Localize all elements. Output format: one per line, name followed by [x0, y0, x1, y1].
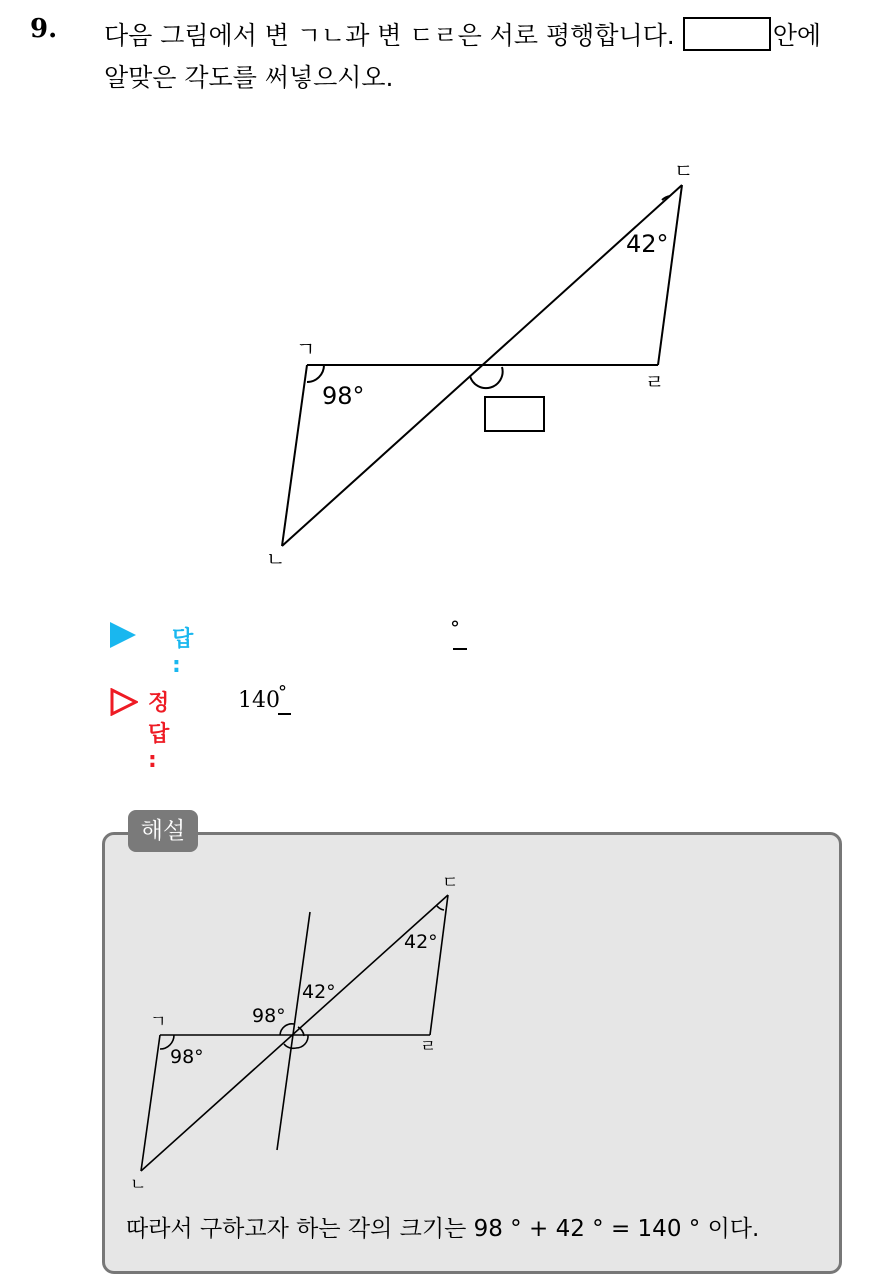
question-number: 9.: [30, 14, 58, 44]
answer-row: [110, 616, 460, 678]
angle-label-d: 42°: [626, 230, 669, 258]
solution-tab: 해설: [128, 810, 198, 852]
sol-segment-g-n: [141, 1035, 160, 1171]
sol-angle-label-g: 98°: [170, 1046, 204, 1068]
segment-d-r: [658, 185, 682, 365]
question-text-line2: 알맞은 각도를 써넣으시오.: [104, 63, 394, 92]
sol-label-r: ㄹ: [420, 1037, 437, 1057]
correct-answer-underline: [278, 713, 291, 715]
sol-label-n: ㄴ: [130, 1175, 147, 1195]
solution-text: 따라서 구하고자 하는 각의 크기는 98 ° + 42 ° = 140 ° 이다.: [126, 1216, 760, 1242]
label-n: ㄴ: [266, 547, 286, 571]
sol-angle-label-d: 42°: [404, 931, 438, 953]
angle-arc-g: [307, 365, 324, 382]
answer-play-icon: [110, 622, 136, 648]
correct-play-outline-icon: [110, 688, 138, 716]
geometry-figure: [0, 0, 884, 600]
correct-answer-unit: °: [278, 682, 287, 703]
answer-label: 답 :: [172, 627, 194, 678]
label-d: ㄷ: [674, 159, 694, 183]
sol-auxiliary-line: [277, 912, 310, 1150]
angle-arc-crossing: [470, 367, 503, 388]
question-text-part1: 다음 그림에서 변 ㄱㄴ과 변 ㄷㄹ은 서로 평행합니다.: [104, 21, 675, 50]
sol-label-d: ㄷ: [442, 873, 459, 893]
angle-label-g: 98°: [322, 382, 365, 410]
answer-unit: °: [450, 616, 460, 640]
correct-answer-label: 정답 :: [148, 691, 170, 773]
sol-angle-arc-bottom: [284, 1044, 296, 1048]
sol-segment-n-d: [141, 895, 448, 1171]
sol-angle-label-right: 42°: [302, 981, 336, 1003]
sol-angle-arc-d: [437, 906, 444, 910]
correct-answer-value: 140: [238, 688, 280, 713]
solution-figure: [0, 860, 884, 1200]
sol-segment-d-r: [430, 895, 448, 1035]
sol-label-g: ㄱ: [150, 1012, 167, 1032]
label-g: ㄱ: [296, 337, 316, 361]
answer-underline: [453, 648, 467, 650]
label-r: ㄹ: [645, 370, 665, 394]
angle-answer-box: [485, 397, 544, 431]
sol-angle-arc-bottom-right: [296, 1035, 308, 1048]
sol-angle-label-left: 98°: [252, 1005, 286, 1027]
segment-g-n: [282, 365, 307, 546]
question-text-part2: 안에: [772, 21, 822, 50]
